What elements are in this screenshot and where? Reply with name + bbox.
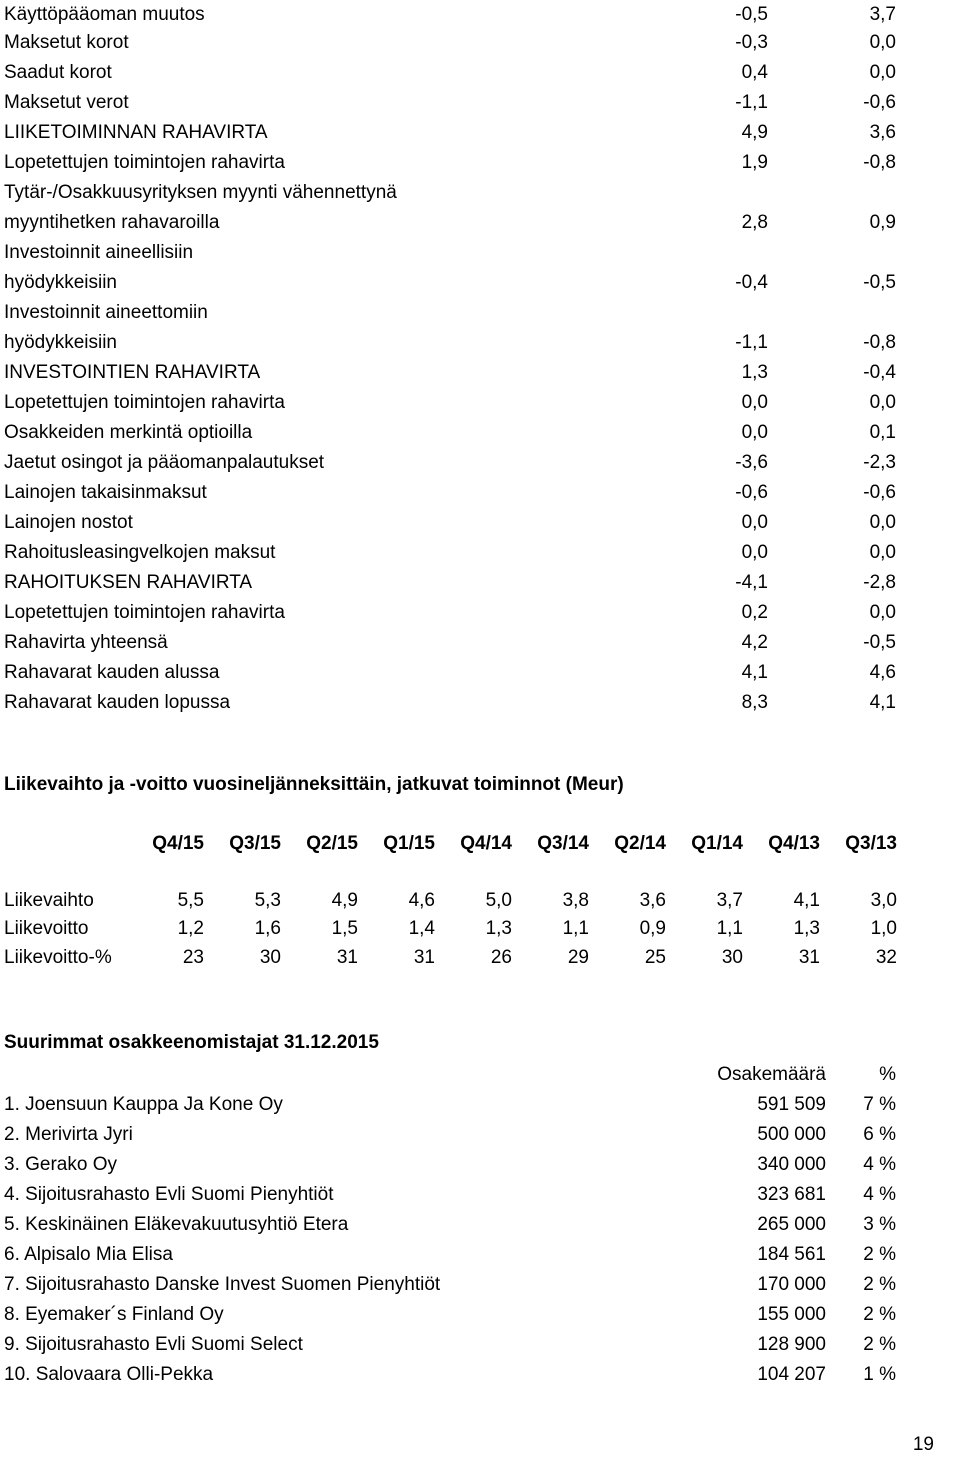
cashflow-row xyxy=(0,358,960,388)
shareholder-row xyxy=(0,1210,960,1240)
shareholder-name: 10. Salovaara Olli-Pekka xyxy=(4,1364,214,1385)
shareholder-name: 8. Eyemaker´s Finland Oy xyxy=(4,1304,224,1325)
value-2015: 4,1 xyxy=(741,662,768,683)
shareholder-row xyxy=(0,1300,960,1330)
quarterly-cell: 1,3 xyxy=(485,918,512,939)
value-2015: -4,1 xyxy=(735,572,768,593)
row-label: Jaetut osingot ja pääomanpalautukset xyxy=(4,452,325,473)
quarterly-cell: 25 xyxy=(644,947,666,968)
value-2015: -0,3 xyxy=(735,32,768,53)
value-2014: 0,1 xyxy=(869,422,896,443)
quarterly-cell: 1,3 xyxy=(793,918,820,939)
column-header-percent: % xyxy=(879,1064,896,1085)
cashflow-row xyxy=(0,568,960,598)
row-label: Saadut korot xyxy=(4,62,112,83)
cashflow-row xyxy=(0,328,960,358)
quarterly-cell: 23 xyxy=(182,947,204,968)
row-label: hyödykkeisiin xyxy=(4,272,117,293)
shareholder-name: 4. Sijoitusrahasto Evli Suomi Pienyhtiöt xyxy=(4,1184,334,1205)
value-2015: -1,1 xyxy=(735,92,768,113)
value-2014: -0,8 xyxy=(863,332,896,353)
quarterly-cell: 3,7 xyxy=(716,890,743,911)
quarter-header: Q4/13 xyxy=(768,833,820,854)
shareholder-shares: 128 900 xyxy=(757,1334,826,1355)
cashflow-row xyxy=(0,268,960,298)
shareholder-name: 2. Merivirta Jyri xyxy=(4,1124,133,1145)
shareholder-percent: 1 % xyxy=(863,1364,896,1385)
cashflow-row xyxy=(0,118,960,148)
shareholder-row xyxy=(0,1150,960,1180)
quarter-header: Q1/14 xyxy=(691,833,743,854)
row-label: Tytär-/Osakkuusyrityksen myynti vähennettynä xyxy=(4,182,397,203)
value-2015: -3,6 xyxy=(735,452,768,473)
quarterly-cell: 1,6 xyxy=(254,918,281,939)
quarterly-cell: 1,5 xyxy=(331,918,358,939)
cashflow-row xyxy=(0,0,960,30)
cashflow-row xyxy=(0,688,960,718)
shareholder-percent: 3 % xyxy=(863,1214,896,1235)
value-2014: 0,9 xyxy=(869,212,896,233)
quarterly-row-label: Liikevoitto-% xyxy=(4,947,112,968)
quarterly-cell: 1,1 xyxy=(562,918,589,939)
shareholder-percent: 2 % xyxy=(863,1244,896,1265)
value-2014: 0,0 xyxy=(869,32,896,53)
row-label: Lopetettujen toimintojen rahavirta xyxy=(4,152,285,173)
value-2015: -1,1 xyxy=(735,332,768,353)
cashflow-row xyxy=(0,388,960,418)
value-2014: -0,5 xyxy=(863,632,896,653)
value-2014: -0,8 xyxy=(863,152,896,173)
row-label: Investoinnit aineellisiin xyxy=(4,242,194,263)
value-2014: 3,7 xyxy=(869,4,896,25)
value-2014: -0,4 xyxy=(863,362,896,383)
shareholders-header xyxy=(0,1060,960,1090)
value-2015: 8,3 xyxy=(741,692,768,713)
cashflow-row xyxy=(0,598,960,628)
value-2015: 0,0 xyxy=(741,512,768,533)
shareholders-title: Suurimmat osakkeenomistajat 31.12.2015 xyxy=(4,1032,379,1053)
row-label: Lopetettujen toimintojen rahavirta xyxy=(4,602,285,623)
cashflow-row xyxy=(0,628,960,658)
shareholder-row xyxy=(0,1270,960,1300)
row-label: Osakkeiden merkintä optioilla xyxy=(4,422,253,443)
value-2014: 4,1 xyxy=(869,692,896,713)
shareholder-percent: 6 % xyxy=(863,1124,896,1145)
quarterly-cell: 1,4 xyxy=(408,918,435,939)
row-label: Rahavirta yhteensä xyxy=(4,632,168,653)
value-2015: 0,0 xyxy=(741,392,768,413)
quarter-header: Q1/15 xyxy=(383,833,435,854)
quarterly-cell: 26 xyxy=(490,947,512,968)
quarter-header: Q2/14 xyxy=(614,833,666,854)
quarter-header: Q4/14 xyxy=(460,833,512,854)
shareholder-percent: 2 % xyxy=(863,1274,896,1295)
value-2015: -0,5 xyxy=(735,4,768,25)
value-2015: 1,3 xyxy=(741,362,768,383)
shareholder-percent: 2 % xyxy=(863,1334,896,1355)
value-2014: 0,0 xyxy=(869,62,896,83)
cashflow-row xyxy=(0,28,960,58)
quarterly-cell: 1,0 xyxy=(870,918,897,939)
shareholder-shares: 323 681 xyxy=(757,1184,826,1205)
cashflow-row xyxy=(0,538,960,568)
value-2014: -0,6 xyxy=(863,92,896,113)
shareholder-shares: 104 207 xyxy=(757,1364,826,1385)
quarter-header: Q4/15 xyxy=(152,833,204,854)
quarterly-cell: 5,3 xyxy=(254,890,281,911)
value-2015: -0,4 xyxy=(735,272,768,293)
value-2015: 1,9 xyxy=(741,152,768,173)
value-2014: 0,0 xyxy=(869,512,896,533)
cashflow-row xyxy=(0,208,960,238)
cashflow-row xyxy=(0,298,960,328)
shareholder-percent: 4 % xyxy=(863,1154,896,1175)
shareholder-shares: 155 000 xyxy=(757,1304,826,1325)
quarter-header: Q3/13 xyxy=(845,833,897,854)
shareholder-percent: 4 % xyxy=(863,1184,896,1205)
row-label: Lainojen takaisinmaksut xyxy=(4,482,207,503)
row-label: Käyttöpääoman muutos xyxy=(4,4,205,25)
shareholder-name: 3. Gerako Oy xyxy=(4,1154,117,1175)
shareholder-shares: 591 509 xyxy=(757,1094,826,1115)
quarterly-cell: 5,0 xyxy=(485,890,512,911)
quarterly-title: Liikevaihto ja -voitto vuosineljänneksittäin, jatkuvat toiminnot (Meur) xyxy=(4,774,624,795)
shareholder-row xyxy=(0,1360,960,1390)
cashflow-row xyxy=(0,58,960,88)
quarterly-cell: 3,6 xyxy=(639,890,666,911)
row-label: myyntihetken rahavaroilla xyxy=(4,212,220,233)
cashflow-row xyxy=(0,238,960,268)
value-2014: -0,5 xyxy=(863,272,896,293)
column-header-shares: Osakemäärä xyxy=(717,1064,826,1085)
quarterly-cell: 4,1 xyxy=(793,890,820,911)
value-2014: -0,6 xyxy=(863,482,896,503)
quarterly-cell: 31 xyxy=(336,947,358,968)
cashflow-row xyxy=(0,178,960,208)
value-2015: 2,8 xyxy=(741,212,768,233)
quarterly-cell: 31 xyxy=(798,947,820,968)
cashflow-row xyxy=(0,418,960,448)
value-2014: -2,8 xyxy=(863,572,896,593)
shareholder-name: 1. Joensuun Kauppa Ja Kone Oy xyxy=(4,1094,283,1115)
row-label: hyödykkeisiin xyxy=(4,332,117,353)
shareholder-row xyxy=(0,1180,960,1210)
row-label: INVESTOINTIEN RAHAVIRTA xyxy=(4,362,261,383)
value-2015: 0,0 xyxy=(741,542,768,563)
quarterly-cell: 4,6 xyxy=(408,890,435,911)
quarterly-cell: 4,9 xyxy=(331,890,358,911)
quarterly-cell: 3,8 xyxy=(562,890,589,911)
row-label: Rahavarat kauden lopussa xyxy=(4,692,231,713)
cashflow-row xyxy=(0,508,960,538)
shareholder-shares: 170 000 xyxy=(757,1274,826,1295)
value-2014: 0,0 xyxy=(869,542,896,563)
cashflow-row xyxy=(0,148,960,178)
cashflow-row xyxy=(0,88,960,118)
row-label: LIIKETOIMINNAN RAHAVIRTA xyxy=(4,122,268,143)
value-2015: 0,4 xyxy=(741,62,768,83)
shareholder-percent: 7 % xyxy=(863,1094,896,1115)
shareholder-shares: 265 000 xyxy=(757,1214,826,1235)
quarterly-cell: 29 xyxy=(567,947,589,968)
shareholder-name: 9. Sijoitusrahasto Evli Suomi Select xyxy=(4,1334,303,1355)
value-2015: 4,9 xyxy=(741,122,768,143)
quarterly-cell: 30 xyxy=(721,947,743,968)
shareholder-name: 5. Keskinäinen Eläkevakuutusyhtiö Etera xyxy=(4,1214,349,1235)
quarterly-row-label: Liikevoitto xyxy=(4,918,89,939)
value-2014: 4,6 xyxy=(869,662,896,683)
row-label: Lopetettujen toimintojen rahavirta xyxy=(4,392,285,413)
shareholder-row xyxy=(0,1090,960,1120)
shareholder-row xyxy=(0,1240,960,1270)
quarterly-cell: 32 xyxy=(875,947,897,968)
quarterly-cell: 1,1 xyxy=(716,918,743,939)
value-2014: -2,3 xyxy=(863,452,896,473)
value-2015: -0,6 xyxy=(735,482,768,503)
value-2014: 3,6 xyxy=(869,122,896,143)
quarter-header: Q3/14 xyxy=(537,833,589,854)
cashflow-row xyxy=(0,448,960,478)
shareholder-shares: 500 000 xyxy=(757,1124,826,1145)
row-label: Rahoitusleasingvelkojen maksut xyxy=(4,542,276,563)
quarterly-cell: 3,0 xyxy=(870,890,897,911)
shareholder-row xyxy=(0,1330,960,1360)
shareholder-name: 6. Alpisalo Mia Elisa xyxy=(4,1244,173,1265)
shareholder-row xyxy=(0,1120,960,1150)
cashflow-row xyxy=(0,658,960,688)
quarterly-cell: 0,9 xyxy=(639,918,666,939)
quarterly-row-label: Liikevaihto xyxy=(4,890,94,911)
row-label: Lainojen nostot xyxy=(4,512,133,533)
value-2015: 0,2 xyxy=(741,602,768,623)
cashflow-row xyxy=(0,478,960,508)
row-label: Rahavarat kauden alussa xyxy=(4,662,220,683)
row-label: RAHOITUKSEN RAHAVIRTA xyxy=(4,572,253,593)
quarterly-cell: 30 xyxy=(259,947,281,968)
quarter-header: Q3/15 xyxy=(229,833,281,854)
page-number: 19 xyxy=(912,1434,934,1455)
value-2015: 4,2 xyxy=(741,632,768,653)
quarter-header: Q2/15 xyxy=(306,833,358,854)
value-2014: 0,0 xyxy=(869,392,896,413)
value-2014: 0,0 xyxy=(869,602,896,623)
row-label: Maksetut verot xyxy=(4,92,129,113)
shareholder-name: 7. Sijoitusrahasto Danske Invest Suomen Pienyhtiöt xyxy=(4,1274,441,1295)
shareholder-percent: 2 % xyxy=(863,1304,896,1325)
quarterly-cell: 5,5 xyxy=(177,890,204,911)
shareholder-shares: 340 000 xyxy=(757,1154,826,1175)
shareholder-shares: 184 561 xyxy=(757,1244,826,1265)
quarterly-cell: 31 xyxy=(413,947,435,968)
row-label: Maksetut korot xyxy=(4,32,129,53)
quarterly-cell: 1,2 xyxy=(177,918,204,939)
row-label: Investoinnit aineettomiin xyxy=(4,302,208,323)
value-2015: 0,0 xyxy=(741,422,768,443)
